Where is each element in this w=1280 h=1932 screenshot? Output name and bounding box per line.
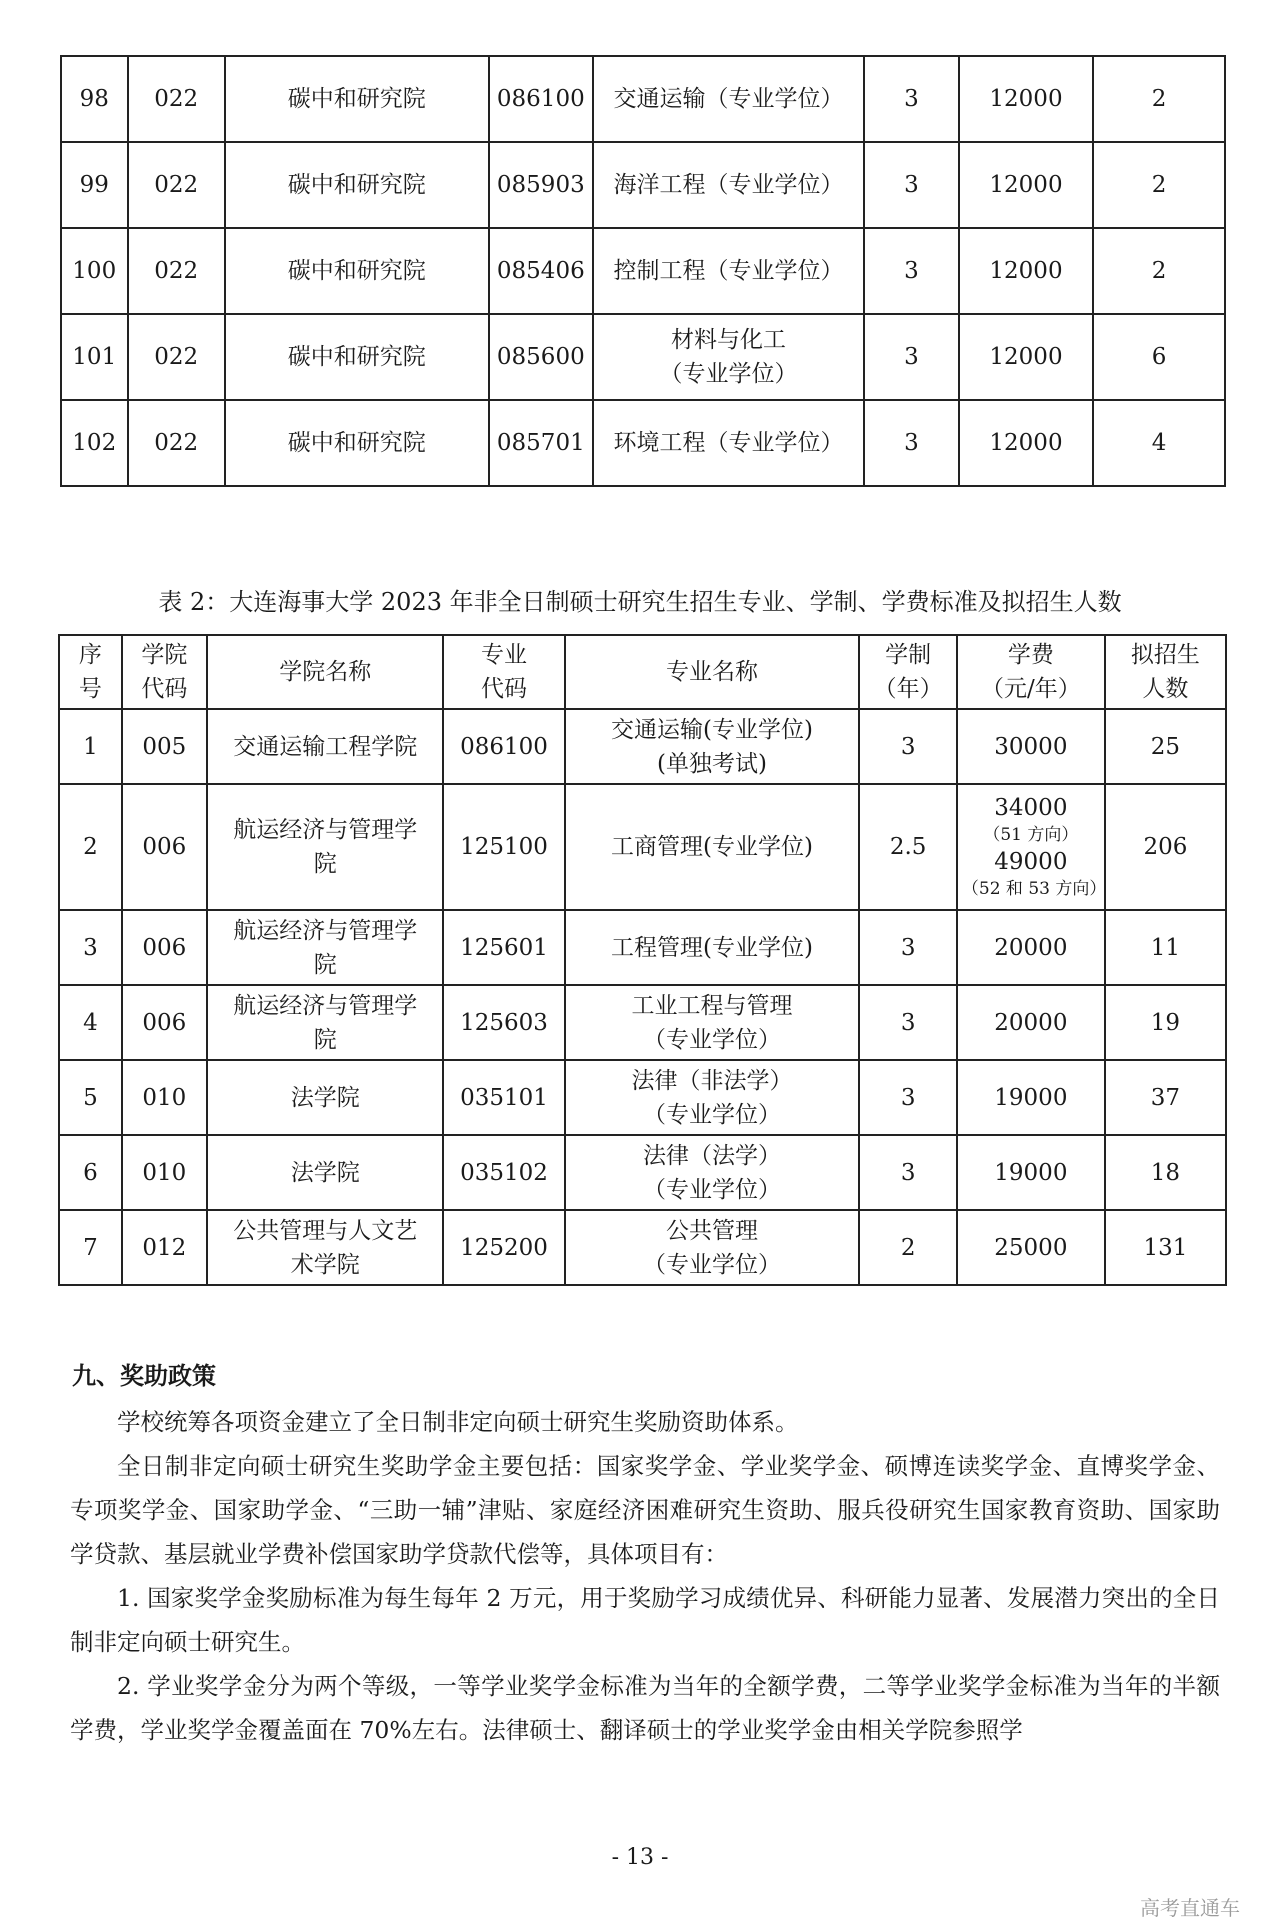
table-2-title: 表 2：大连海事大学 2023 年非全日制硕士研究生招生专业、学制、学费标准及拟招生人数 [158,588,1122,616]
cell-major-code: 125601 [443,910,564,985]
cell-quota: 19 [1105,985,1226,1060]
table-row [59,784,1226,910]
cell-major-name: 公共管理 （专业学位） [565,1210,860,1285]
cell-quota: 2 [1093,142,1225,228]
table-row [61,400,1225,486]
table-2 [58,634,1227,1286]
cell-college-name: 碳中和研究院 [225,228,489,314]
cell-years: 3 [864,400,959,486]
table-row [61,56,1225,142]
cell-major-name: 工程管理(专业学位) [565,910,860,985]
header-college-name: 学院名称 [207,635,444,709]
cell-quota: 25 [1105,709,1226,784]
table-row [59,709,1226,784]
cell-quota: 2 [1093,56,1225,142]
cell-college-code: 022 [128,314,225,400]
cell-major-code: 085701 [489,400,594,486]
cell-major-code: 085406 [489,228,594,314]
cell-college-name: 交通运输工程学院 [207,709,444,784]
cell-major-name: 交通运输（专业学位） [593,56,864,142]
cell-quota: 37 [1105,1060,1226,1135]
cell-years: 3 [859,1060,957,1135]
cell-college-code: 022 [128,56,225,142]
header-quota: 拟招生 人数 [1105,635,1226,709]
table-row [59,985,1226,1060]
header-fee: 学费 （元/年） [957,635,1105,709]
cell-fee: 20000 [957,985,1105,1060]
cell-major-code: 085600 [489,314,594,400]
cell-quota: 131 [1105,1210,1226,1285]
cell-seq: 102 [61,400,128,486]
header-years: 学制 （年） [859,635,957,709]
cell-college-code: 022 [128,142,225,228]
paragraph-1: 学校统筹各项资金建立了全日制非定向硕士研究生奖励资助体系。 [117,1408,799,1436]
cell-fee: 20000 [957,910,1105,985]
table-row [61,142,1225,228]
cell-major-code: 035101 [443,1060,564,1135]
cell-years: 3 [864,56,959,142]
cell-seq: 100 [61,228,128,314]
cell-quota: 6 [1093,314,1225,400]
cell-major-code: 125200 [443,1210,564,1285]
cell-major-code: 085903 [489,142,594,228]
cell-seq: 1 [59,709,122,784]
page-number: - 13 - [611,1845,669,1870]
table-1 [60,55,1226,487]
watermark: 高考直通车 [1140,1896,1240,1920]
cell-college-code: 022 [128,228,225,314]
cell-quota: 2 [1093,228,1225,314]
cell-years: 3 [864,228,959,314]
header-college-code: 学院 代码 [122,635,207,709]
cell-fee: 30000 [957,709,1105,784]
cell-college-code: 006 [122,985,207,1060]
cell-fee: 12000 [959,56,1093,142]
paragraph-3: 1. 国家奖学金奖励标准为每生每年 2 万元，用于奖励学习成绩优异、科研能力显著、发展潜力突出的全日制非定向硕士研究生。 [70,1584,1220,1656]
cell-college-name: 碳中和研究院 [225,314,489,400]
cell-quota: 11 [1105,910,1226,985]
table-row [59,1210,1226,1285]
cell-college-name: 航运经济与管理学 院 [207,910,444,985]
cell-major-code: 125603 [443,985,564,1060]
table-row [59,1060,1226,1135]
cell-major-code: 086100 [489,56,594,142]
cell-fee: 19000 [957,1135,1105,1210]
cell-major-code: 035102 [443,1135,564,1210]
cell-fee: 19000 [957,1060,1105,1135]
cell-years: 3 [859,910,957,985]
cell-seq: 101 [61,314,128,400]
cell-quota: 18 [1105,1135,1226,1210]
cell-years: 3 [859,985,957,1060]
table-row [61,314,1225,400]
cell-fee: 34000 （51 方向） 49000 （52 和 53 方向） [957,784,1105,910]
header-major-code: 专业 代码 [443,635,564,709]
table-row [61,228,1225,314]
cell-major-name: 工商管理(专业学位) [565,784,860,910]
cell-college-code: 012 [122,1210,207,1285]
cell-quota: 4 [1093,400,1225,486]
cell-major-name: 环境工程（专业学位） [593,400,864,486]
cell-fee: 12000 [959,142,1093,228]
cell-college-name: 法学院 [207,1135,444,1210]
section-heading: 九、奖助政策 [72,1361,216,1390]
cell-seq: 99 [61,142,128,228]
cell-major-name: 材料与化工 （专业学位） [593,314,864,400]
cell-college-code: 005 [122,709,207,784]
cell-quota: 206 [1105,784,1226,910]
cell-years: 3 [864,314,959,400]
cell-major-name: 交通运输(专业学位) (单独考试) [565,709,860,784]
cell-college-name: 碳中和研究院 [225,56,489,142]
cell-seq: 6 [59,1135,122,1210]
cell-years: 3 [859,709,957,784]
cell-fee: 12000 [959,400,1093,486]
cell-years: 3 [859,1135,957,1210]
cell-seq: 4 [59,985,122,1060]
cell-seq: 3 [59,910,122,985]
cell-fee: 25000 [957,1210,1105,1285]
paragraph-4: 2. 学业奖学金分为两个等级，一等学业奖学金标准为当年的全额学费，二等学业奖学金标准为当年的半额学费，学业奖学金覆盖面在 70%左右。法律硕士、翻译硕士的学业奖学金由相关学院参照学 [70,1672,1220,1744]
cell-years: 2 [859,1210,957,1285]
cell-years: 2.5 [859,784,957,910]
cell-college-name: 航运经济与管理学 院 [207,985,444,1060]
header-seq: 序 号 [59,635,122,709]
cell-college-name: 碳中和研究院 [225,142,489,228]
header-major-name: 专业名称 [565,635,860,709]
cell-seq: 2 [59,784,122,910]
cell-college-code: 006 [122,910,207,985]
cell-fee: 12000 [959,228,1093,314]
table-row [59,910,1226,985]
table-row [59,1135,1226,1210]
paragraph-2: 全日制非定向硕士研究生奖助学金主要包括：国家奖学金、学业奖学金、硕博连读奖学金、直博奖学金、专项奖学金、国家助学金、“三助一辅”津贴、家庭经济困难研究生资助、服兵役研究生国家教育资助、国家助学贷款、基层就业学费补偿国家助学贷款代偿等，具体项目有： [70,1452,1220,1568]
cell-major-name: 控制工程（专业学位） [593,228,864,314]
cell-major-name: 工业工程与管理 （专业学位） [565,985,860,1060]
cell-major-name: 海洋工程（专业学位） [593,142,864,228]
cell-seq: 98 [61,56,128,142]
cell-major-name: 法律（非法学） （专业学位） [565,1060,860,1135]
table-header-row [59,635,1226,709]
cell-college-code: 010 [122,1135,207,1210]
cell-years: 3 [864,142,959,228]
cell-college-name: 法学院 [207,1060,444,1135]
cell-major-code: 125100 [443,784,564,910]
cell-seq: 7 [59,1210,122,1285]
cell-college-name: 碳中和研究院 [225,400,489,486]
cell-college-code: 010 [122,1060,207,1135]
cell-major-name: 法律（法学） （专业学位） [565,1135,860,1210]
cell-fee: 12000 [959,314,1093,400]
cell-seq: 5 [59,1060,122,1135]
cell-college-code: 006 [122,784,207,910]
cell-college-name: 航运经济与管理学 院 [207,784,444,910]
cell-college-name: 公共管理与人文艺 术学院 [207,1210,444,1285]
cell-major-code: 086100 [443,709,564,784]
cell-college-code: 022 [128,400,225,486]
